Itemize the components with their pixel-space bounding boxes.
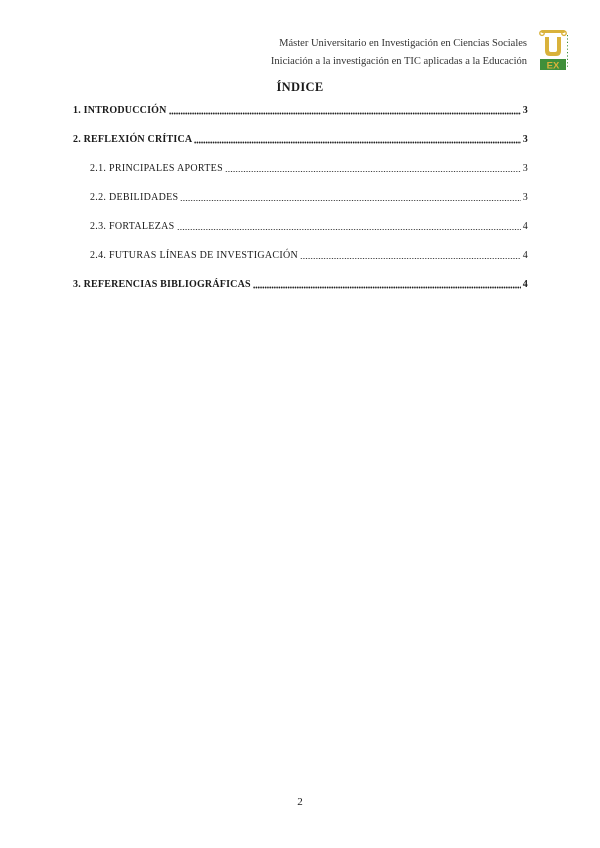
toc-label: 3. REFERENCIAS BIBLIOGRÁFICAS [73, 279, 251, 290]
toc-leader-dots [253, 286, 521, 289]
index-title: ÍNDICE [276, 80, 324, 94]
toc-leader-dots [177, 228, 521, 231]
toc-page-number: 3 [522, 134, 528, 145]
toc-label: 2.3. FORTALEZAS [90, 221, 175, 232]
toc-page-number: 3 [522, 163, 528, 174]
toc-page-number: 4 [522, 221, 528, 232]
page-number: 2 [297, 796, 303, 808]
toc-entry-fortalezas[interactable] [90, 218, 528, 234]
header-line-master: Máster Universitario en Investigación en Ciencias Sociales [279, 38, 527, 49]
toc-leader-dots [225, 170, 521, 173]
toc-entry-principales-aportes[interactable] [90, 160, 528, 176]
toc-entry-futuras-lineas[interactable] [90, 247, 528, 263]
toc-entry-referencias[interactable] [73, 276, 528, 292]
toc-page-number: 4 [522, 279, 528, 290]
toc-page-number: 3 [522, 105, 528, 116]
toc-entry-introduccion[interactable] [73, 102, 528, 118]
toc-label: 2.4. FUTURAS LÍNEAS DE INVESTIGACIÓN [90, 250, 299, 261]
toc-label: 2.2. DEBILIDADES [90, 192, 179, 203]
toc-leader-dots [300, 257, 521, 260]
toc-entry-debilidades[interactable] [90, 189, 528, 205]
uex-logo [538, 29, 568, 71]
toc-page-number: 4 [522, 250, 528, 261]
toc-label: 2. REFLEXIÓN CRÍTICA [73, 134, 193, 145]
toc-label: 2.1. PRINCIPALES APORTES [90, 163, 223, 174]
toc-entry-reflexion-critica[interactable] [73, 131, 528, 147]
toc-label: 1. INTRODUCCIÓN [73, 105, 167, 116]
toc-leader-dots [169, 112, 521, 115]
toc-page-number: 3 [522, 192, 528, 203]
header-line-course: Iniciación a la investigación en TIC aplicadas a la Educación [270, 56, 527, 67]
toc-leader-dots [194, 141, 521, 144]
logo-text: EX [546, 60, 560, 71]
document-header [271, 35, 527, 71]
toc-leader-dots [180, 199, 520, 202]
